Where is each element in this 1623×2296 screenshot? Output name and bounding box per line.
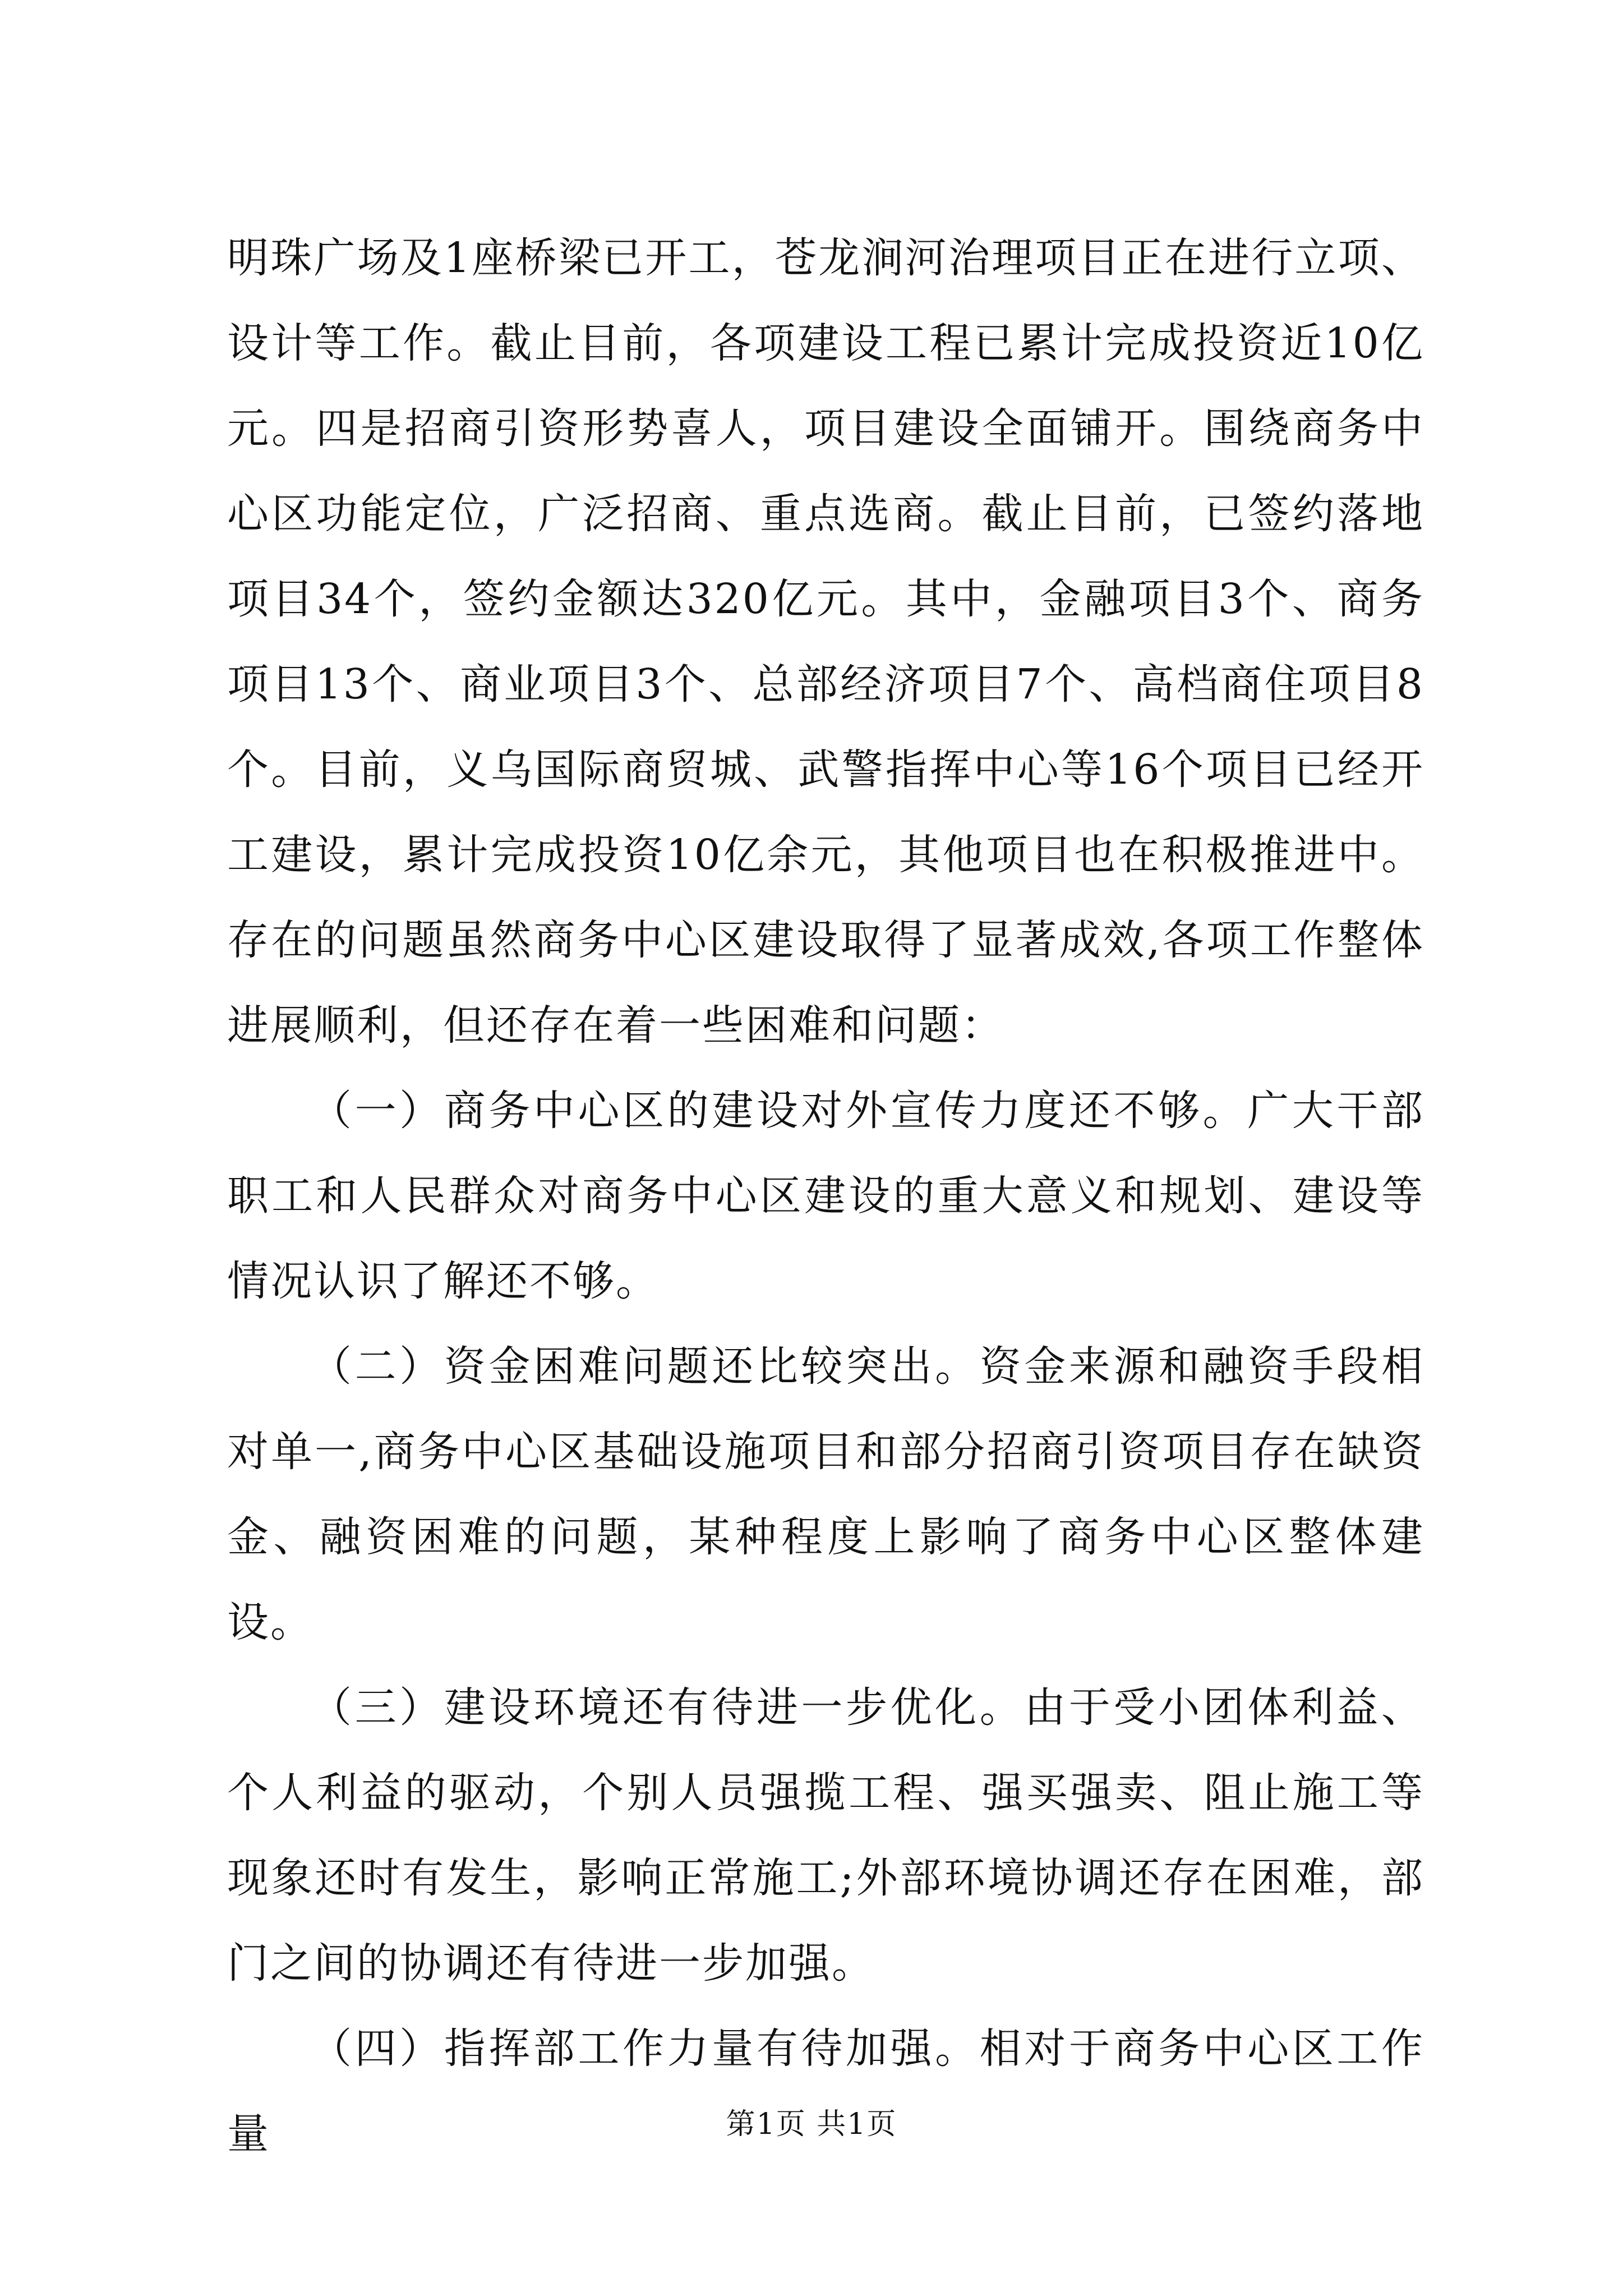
paragraph-2: （一）商务中心区的建设对外宣传力度还不够。广大干部职工和人民群众对商务中心区建设的重大意义和规划、建设等情况认识了解还不够。	[227, 1087, 1424, 1305]
paragraph-3: （二）资金困难问题还比较突出。资金来源和融资手段相对单一,商务中心区基础设施项目和部分招商引资项目存在缺资金、融资困难的问题，某种程度上影响了商务中心区整体建设。	[227, 1342, 1424, 1646]
paragraph-4: （三）建设环境还有待进一步优化。由于受小团体利益、个人利益的驱动，个别人员强揽工程、强买强卖、阻止施工等现象还时有发生，影响正常施工;外部环境协调还存在困难，部门之间的协调还有待进一步加强。	[227, 1683, 1424, 1987]
document-body	[227, 215, 1424, 2177]
page-footer: 第1页 共1页	[726, 2108, 897, 2141]
paragraph-5: （四）指挥部工作力量有待加强。相对于商务中心区工作量	[227, 2024, 1424, 2158]
paragraph-1: 明珠广场及1座桥梁已开工，苍龙涧河治理项目正在进行立项、设计等工作。截止目前，各项建设工程已累计完成投资近10亿元。四是招商引资形势喜人，项目建设全面铺开。围绕商务中心区功能定位，广泛招商、重点选商。截止目前，已签约落地项目34个，签约金额达320亿元。其中，金融项目3个、商务项目13个、商业项目3个、总部经济项目7个、高档商住项目8个。目前，义乌国际商贸城、武警指挥中心等16个项目已经开工建设，累计完成投资10亿余元，其他项目也在积极推进中。存在的问题虽然商务中心区建设取得了显著成效,各项工作整体进展顺利，但还存在着一些困难和问题：	[227, 234, 1424, 1050]
